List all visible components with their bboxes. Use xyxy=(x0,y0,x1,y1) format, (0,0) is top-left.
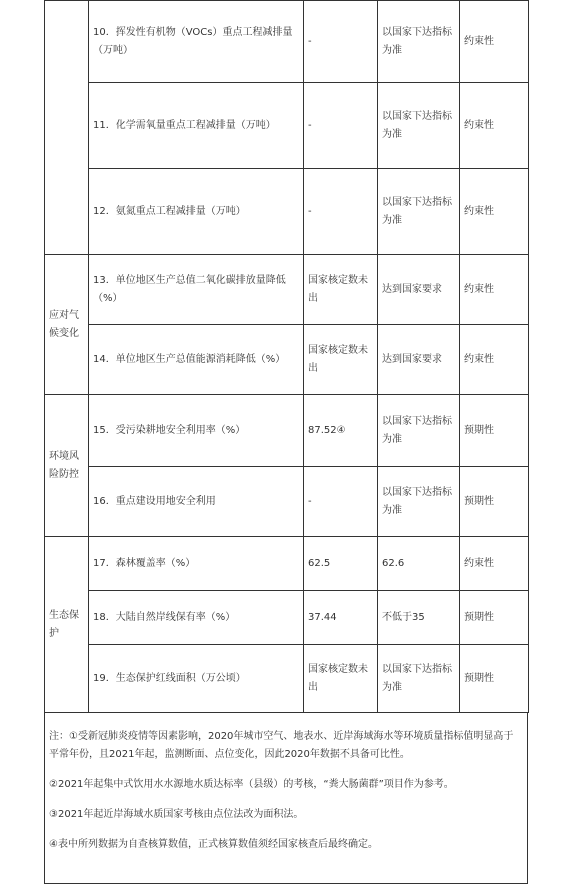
table-row xyxy=(45,395,529,467)
target-cell: 以国家下达指标为准 xyxy=(378,645,460,713)
table-row xyxy=(45,645,529,713)
table-row xyxy=(45,255,529,325)
target-cell: 以国家下达指标为准 xyxy=(378,83,460,169)
indicator-cell: 15．受污染耕地安全利用率（%） xyxy=(89,395,304,467)
indicator-cell: 10．挥发性有机物（VOCs）重点工程减排量（万吨） xyxy=(89,1,304,83)
target-cell: 62.6 xyxy=(378,537,460,591)
target-cell: 以国家下达指标为准 xyxy=(378,1,460,83)
baseline-cell: - xyxy=(304,83,378,169)
table-row xyxy=(45,83,529,169)
table-row xyxy=(45,537,529,591)
table-row xyxy=(45,467,529,537)
nature-cell: 预期性 xyxy=(460,591,529,645)
indicator-cell: 11．化学需氧量重点工程减排量（万吨） xyxy=(89,83,304,169)
baseline-cell: - xyxy=(304,467,378,537)
baseline-cell: 国家核定数未出 xyxy=(304,645,378,713)
indicator-cell: 19．生态保护红线面积（万公顷） xyxy=(89,645,304,713)
table-row xyxy=(45,1,529,83)
category-cell: 生态保护 xyxy=(45,537,89,713)
note-3: ③2021年起近岸海域水质国家考核由点位法改为面积法。 xyxy=(49,809,304,820)
category-cell: 环境风险防控 xyxy=(45,395,89,537)
indicator-document xyxy=(44,0,528,884)
category-cell: 应对气候变化 xyxy=(45,255,89,395)
baseline-cell: 62.5 xyxy=(304,537,378,591)
nature-cell: 预期性 xyxy=(460,645,529,713)
indicator-cell: 16．重点建设用地安全利用 xyxy=(89,467,304,537)
indicator-cell: 13．单位地区生产总值二氧化碳排放量降低（%） xyxy=(89,255,304,325)
notes-section xyxy=(44,712,528,884)
target-cell: 不低于35 xyxy=(378,591,460,645)
baseline-cell: - xyxy=(304,169,378,255)
indicator-table xyxy=(44,0,529,713)
indicator-cell: 17．森林覆盖率（%） xyxy=(89,537,304,591)
baseline-cell: - xyxy=(304,1,378,83)
note-4: ④表中所列数据为自查核算数值，正式核算数值须经国家核查后最终确定。 xyxy=(49,839,378,850)
table-row xyxy=(45,591,529,645)
target-cell: 达到国家要求 xyxy=(378,255,460,325)
baseline-cell: 国家核定数未出 xyxy=(304,255,378,325)
indicator-cell: 14．单位地区生产总值能源消耗降低（%） xyxy=(89,325,304,395)
nature-cell: 约束性 xyxy=(460,169,529,255)
baseline-cell: 国家核定数未出 xyxy=(304,325,378,395)
target-cell: 以国家下达指标为准 xyxy=(378,395,460,467)
table-row xyxy=(45,325,529,395)
note-2: ②2021年起集中式饮用水水源地水质达标率（县级）的考核，“粪大肠菌群”项目作为参考。 xyxy=(49,779,454,790)
table-row xyxy=(45,169,529,255)
nature-cell: 约束性 xyxy=(460,325,529,395)
target-cell: 以国家下达指标为准 xyxy=(378,467,460,537)
nature-cell: 预期性 xyxy=(460,467,529,537)
indicator-cell: 12．氨氮重点工程减排量（万吨） xyxy=(89,169,304,255)
indicator-cell: 18．大陆自然岸线保有率（%） xyxy=(89,591,304,645)
nature-cell: 预期性 xyxy=(460,395,529,467)
baseline-cell: 37.44 xyxy=(304,591,378,645)
target-cell: 以国家下达指标为准 xyxy=(378,169,460,255)
baseline-cell: 87.52④ xyxy=(304,395,378,467)
nature-cell: 约束性 xyxy=(460,1,529,83)
nature-cell: 约束性 xyxy=(460,537,529,591)
note-1: 注：①受新冠肺炎疫情等因素影响，2020年城市空气、地表水、近岸海域海水等环境质量指标值明显高于平常年份，且2021年起，监测断面、点位变化，因此2020年数据不具备可比性。 xyxy=(49,731,514,760)
nature-cell: 约束性 xyxy=(460,255,529,325)
category-cell xyxy=(45,1,89,255)
target-cell: 达到国家要求 xyxy=(378,325,460,395)
nature-cell: 约束性 xyxy=(460,83,529,169)
